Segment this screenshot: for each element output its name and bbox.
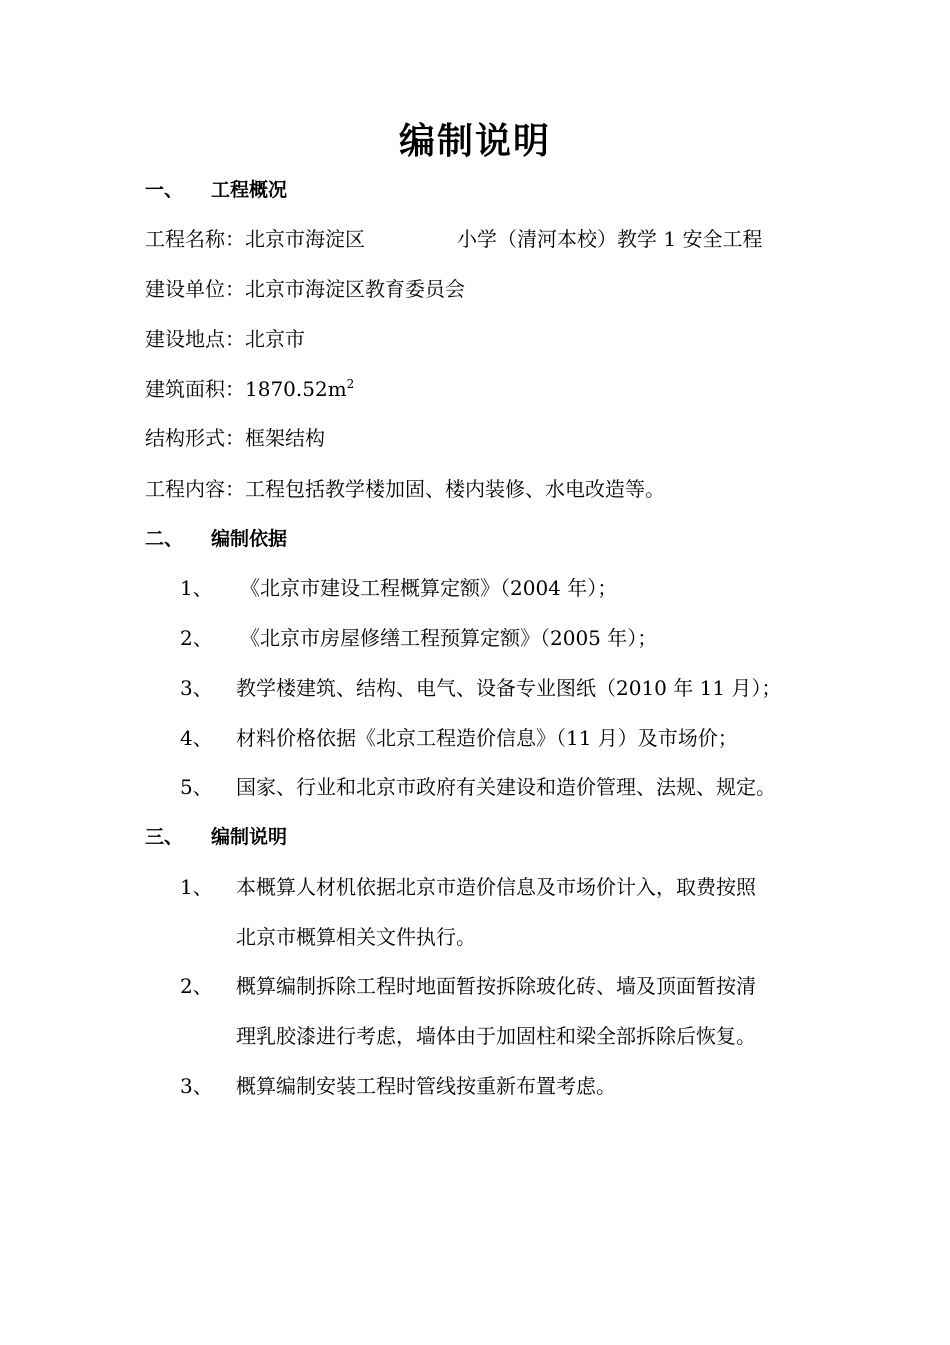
list-item-number: 1、 [180, 875, 213, 899]
section-heading-overview [145, 170, 810, 210]
list-item-line: 本概算人材机依据北京市造价信息及市场价计入，取费按照 [236, 875, 756, 899]
field-label: 建设地点： [145, 327, 245, 351]
list-item-line: 北京市概算相关文件执行。 [236, 925, 476, 949]
section-heading-notes [145, 817, 810, 857]
section-title: 工程概况 [211, 179, 288, 201]
field-value: 北京市 [245, 327, 305, 351]
list-item-number: 2、 [180, 626, 213, 650]
building-area-line [145, 369, 810, 409]
field-value: 工程包括教学楼加固、楼内装修、水电改造等。 [245, 477, 665, 501]
list-item-number: 2、 [180, 974, 213, 998]
section-number: 一、 [145, 179, 184, 201]
section-number: 三、 [145, 826, 184, 848]
list-item-line: 理乳胶漆进行考虑，墙体由于加固柱和梁全部拆除后恢复。 [236, 1024, 756, 1048]
field-label: 建设单位： [145, 277, 245, 301]
section-heading-basis [145, 519, 810, 559]
list-item-line: 概算编制拆除工程时地面暂按拆除玻化砖、墙及顶面暂按清 [236, 974, 756, 998]
section-title: 编制说明 [211, 826, 288, 848]
list-item: 《北京市房屋修缮工程预算定额》（2005 年）； [240, 626, 658, 650]
field-value: 1870.52m [245, 377, 347, 401]
list-item-number: 3、 [180, 1074, 213, 1098]
list-item-number: 5、 [180, 775, 213, 799]
project-name-line [145, 219, 810, 259]
list-item-number: 4、 [180, 726, 213, 750]
list-item: 材料价格依据《北京工程造价信息》（11 月）及市场价； [236, 726, 738, 750]
field-value: 框架结构 [245, 426, 325, 450]
page-title: 编制说明 [398, 120, 551, 162]
field-label: 工程内容： [145, 477, 245, 501]
list-item-number: 1、 [180, 576, 213, 600]
area-exponent: 2 [346, 377, 355, 391]
field-value: 北京市海淀区教育委员会 [245, 277, 465, 301]
construction-location-line [145, 319, 810, 359]
list-item-number: 3、 [180, 676, 213, 700]
structure-type-line [145, 418, 810, 458]
field-label: 工程名称： [145, 227, 245, 251]
list-item: 教学楼建筑、结构、电气、设备专业图纸（2010 年 11 月）； [236, 676, 782, 700]
field-label: 建筑面积： [145, 377, 245, 401]
section-title: 编制依据 [211, 528, 288, 550]
field-label: 结构形式： [145, 426, 245, 450]
list-item-line: 概算编制安装工程时管线按重新布置考虑。 [236, 1074, 616, 1098]
field-value: 小学（清河本校）教学 1 安全工程 [457, 227, 763, 251]
construction-unit-line [145, 269, 810, 309]
section-number: 二、 [145, 528, 184, 550]
list-item: 《北京市建设工程概算定额》（2004 年）； [240, 576, 618, 600]
list-item: 国家、行业和北京市政府有关建设和造价管理、法规、规定。 [236, 775, 776, 799]
project-content-line [145, 469, 810, 509]
field-value: 北京市海淀区 [245, 227, 365, 251]
